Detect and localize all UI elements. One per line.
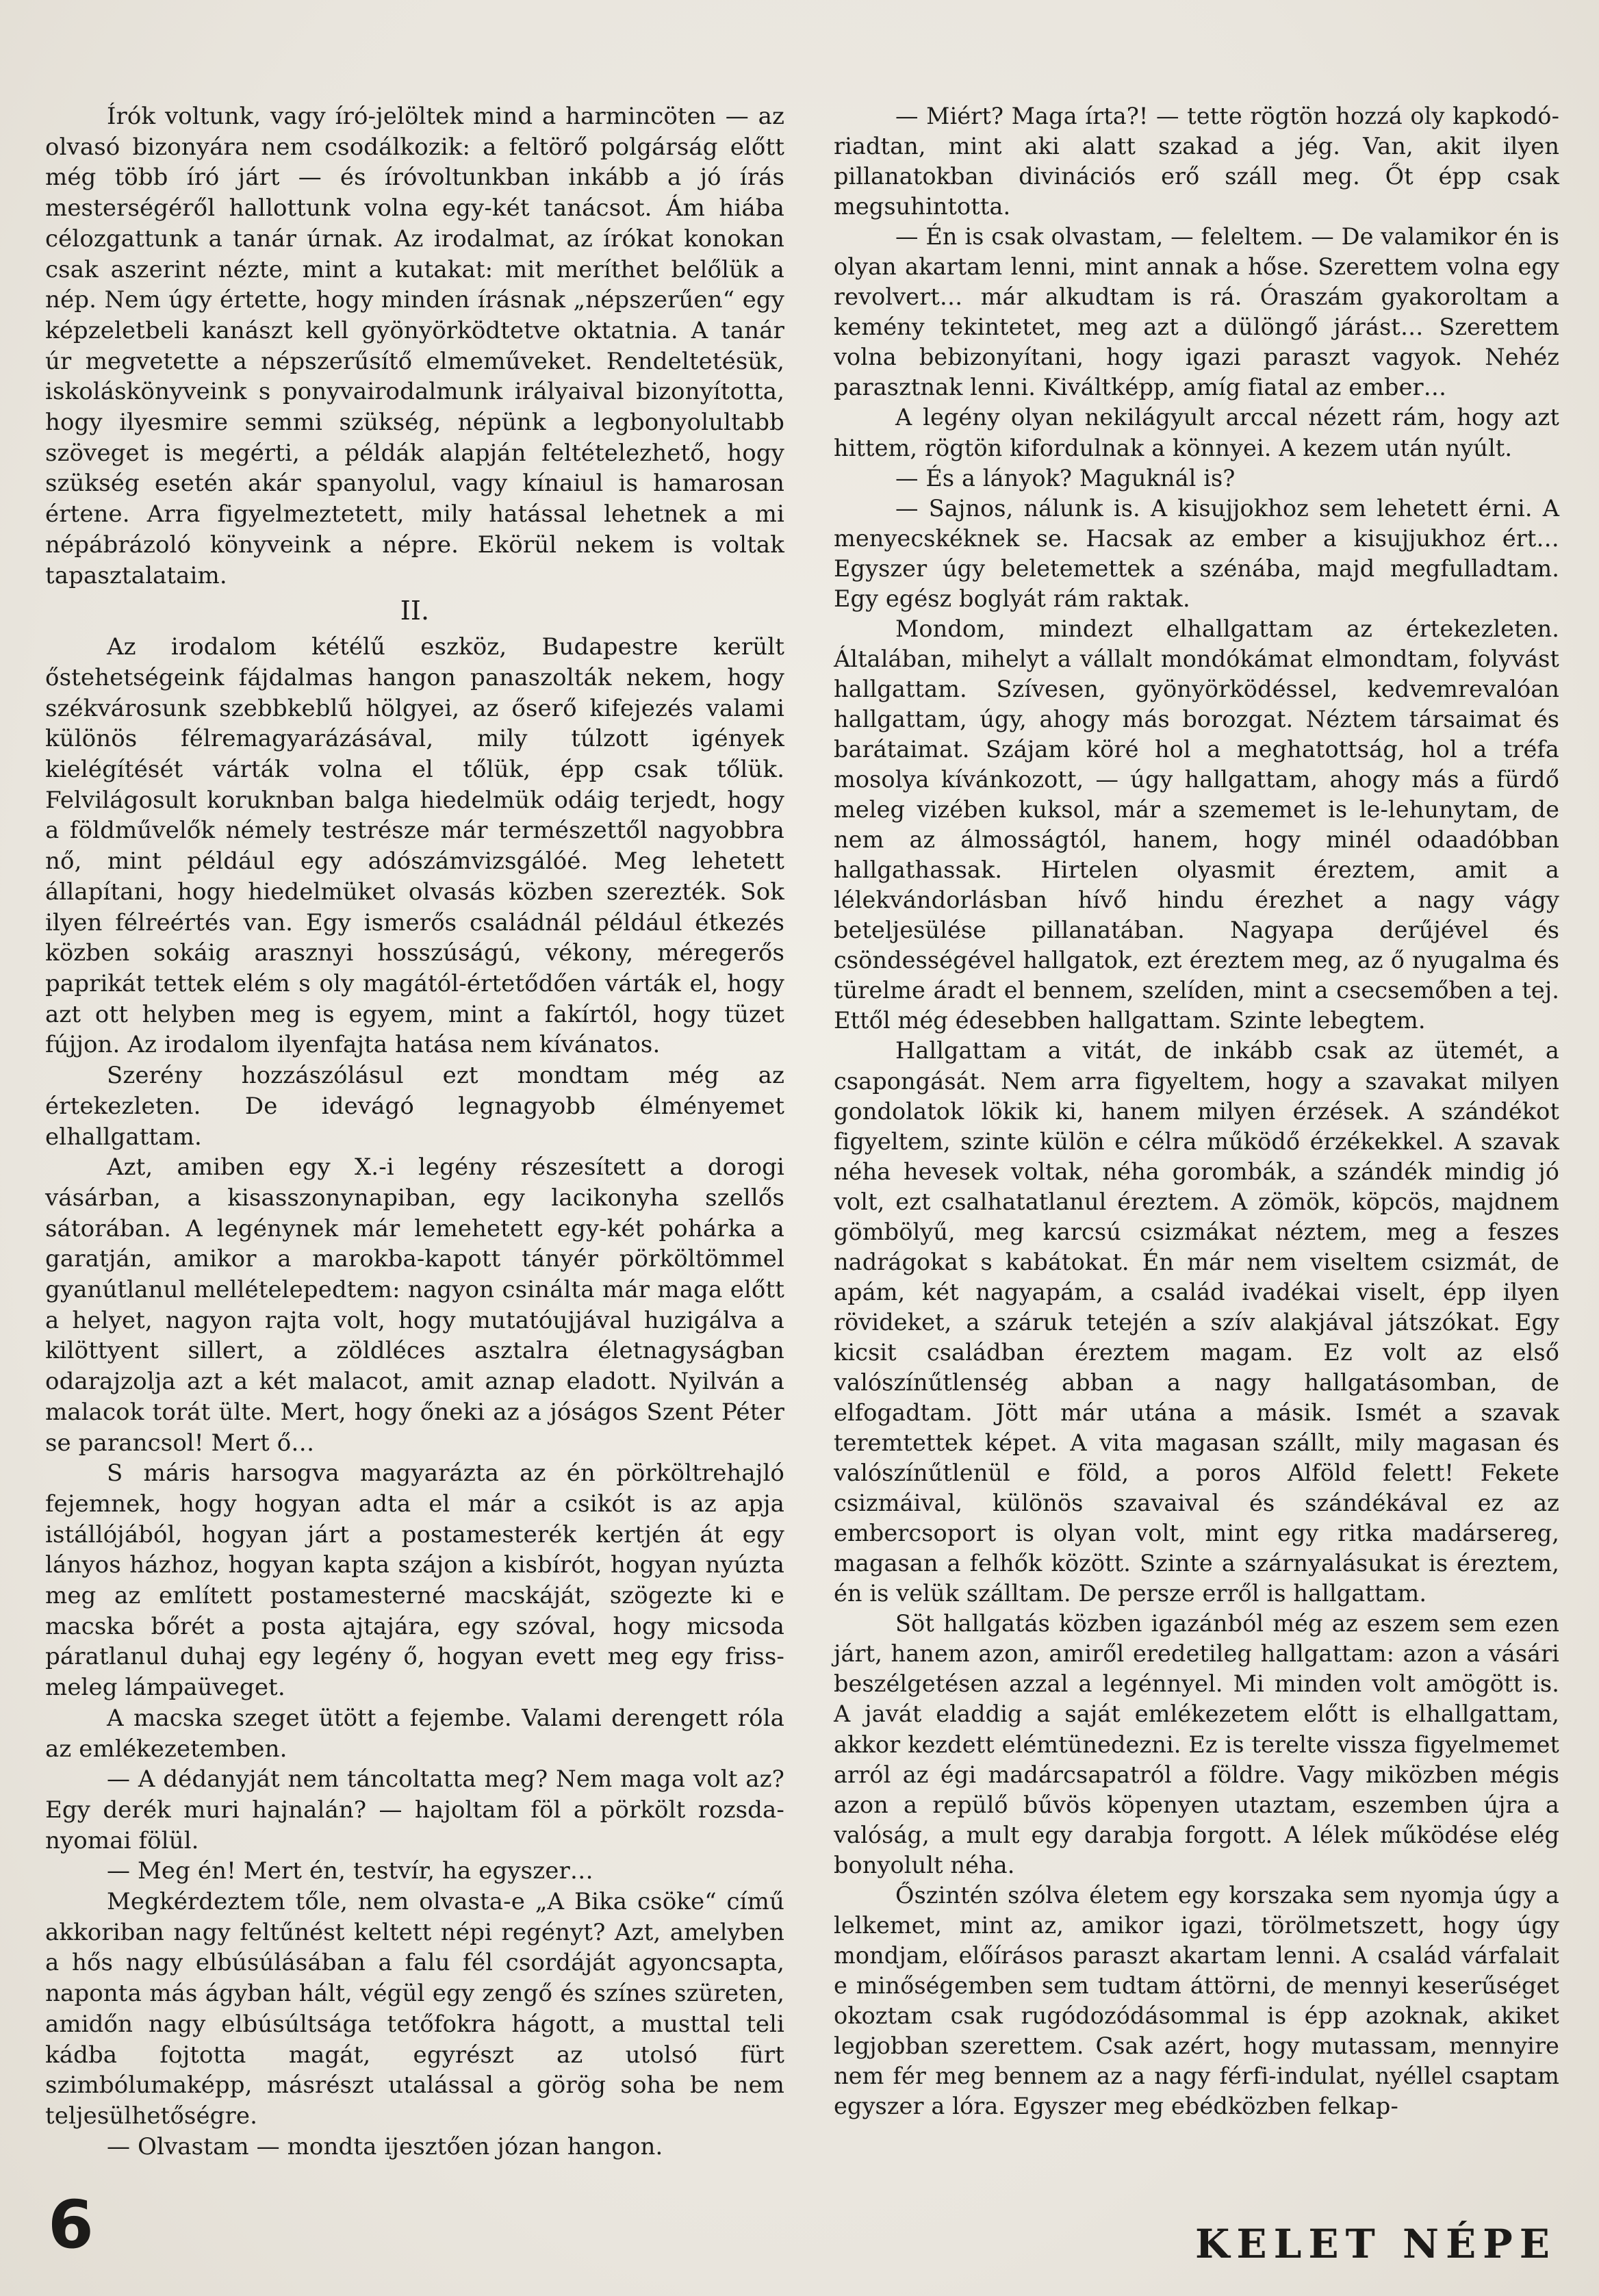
- paragraph: S máris harsogva magyarázta az én pörköltrehajló fejemnek, hogy hogyan adta el már a csikót is az apja istállójából, hogyan járt a postamesterék kertjén át egy lányos házhoz, hogyan kapta szájon a kisbírót, hogyan nyúzta meg az említett postamesterné macskáját, szögezte ki e macska bőrét a posta ajtajára, egy szóval, hogy micsoda páratlanul duhaj egy legény ő, hogyan evett meg egy friss-meleg lámpaüveget.: [45, 1459, 784, 1702]
- right-column: [834, 101, 1559, 2121]
- paragraph: Az irodalom kétélű eszköz, Budapestre került őstehetségeink fájdalmas hangon panaszolták nekem, hogy székvárosunk szebbkeblű hölgyei, az őserő kifejezés valami különös félremagyarázásával, mily túlzott igények kielégítését várták volna el tőlük, épp csak tőlük. Felvilágosult koruknban balga hiedelmük odáig terjedt, hogy a földművelők némely testrésze már természettől nagyobbra nő, mint például egy adószámvizsgálóé. Meg lehetett állapítani, hogy hiedelmüket olvasás közben szerezték. Sok ilyen félreértés van. Egy ismerős családnál például étkezés közben sokáig arasznyi hosszúságú, vékony, méregerős paprikát tettek elém s oly magától-értetődően várták el, hogy azt ott helyben meg is egyem, mint a fakírtól, hogy tüzet fújjon. Az irodalom ilyenfajta hatása nem kívánatos.: [45, 633, 784, 1059]
- paragraph: Söt hallgatás közben igazánból még az eszem sem ezen járt, hanem azon, amiről eredetileg hallgattam: azon a vásári beszélgetésen azzal a legénnyel. Mi minden volt amögött is. A javát eladdig a saját emlékezetem előtt is elhallgattam, akkor kezdett elémtünedezni. Ez is terelte vissza figyelmemet arról az égi madárcsapatról a földre. Vagy miközben mégis azon a repülő bűvös köpenyen utaztam, eszemben újra a valóság, a mult egy darabja forgott. A lélek működése elég bonyolult néha.: [834, 1610, 1559, 1878]
- paragraph: Írók voltunk, vagy író-jelöltek mind a harmincöten — az olvasó bizonyára nem csodálkozik: a feltörő polgárság előtt még több író járt — és íróvoltunkban inkább a jó írás mesterségéről hallottunk volna egy-két tanácsot. Ám hiába célozgattunk a tanár úrnak. Az irodalmat, az írókat konokan csak aszerint nézte, mint a kutakat: mit meríthet belőlük a nép. Nem úgy értette, hogy minden írásnak „népszerűen“ egy képzeletbeli kanászt kell gyönyörködtetve oktatnia. A tanár úr megvetette a népszerűsítő elmeműveket. Rendeltetésük, iskoláskönyveink s ponyvairodalmunk irályaival bizonyította, hogy ilyesmire semmi szükség, népünk a legbonyolultabb szöveget is megérti, a példák alapján feltételezhető, hogy szükség esetén akár spanyolul, vagy kínaiul is hamarosan értene. Arra figyelmeztetett, mily hatással lehetnek a mi népábrázoló könyveink a népre. Ekörül nekem is voltak tapasztalataim.: [45, 103, 784, 589]
- paragraph: — Sajnos, nálunk is. A kisujjokhoz sem lehetett érni. A menyecskéknek se. Hacsak az ember a kisujjukhoz ért… Egyszer úgy beletemettek a szénába, majd megfulladtam. Egy egész boglyát rám raktak.: [834, 494, 1559, 612]
- paragraph: — Én is csak olvastam, — feleltem. — De valamikor én is olyan akartam lenni, mint annak a hőse. Szerettem volna egy revolvert… már alkudtam is rá. Óraszám gyakoroltam a kemény tekintetet, meg azt a dülöngő járást… Szerettem volna bebizonyítani, hogy igazi paraszt vagyok. Nehéz parasztnak lenni. Kiváltképp, amíg fiatal az ember…: [834, 223, 1559, 401]
- paragraph: — Miért? Maga írta?! — tette rögtön hozzá oly kapkodó-riadtan, mint aki alatt szakad a jég. Van, akit ilyen pillanatokban divinációs erő száll meg. Őt épp csak megsuhintotta.: [834, 103, 1559, 220]
- paragraph: — Meg én! Mert én, testvír, ha egyszer…: [107, 1857, 593, 1885]
- paragraph: Szerény hozzászólásul ezt mondtam még az értekezleten. De idevágó legnagyobb élményemet elhallgattam.: [45, 1062, 784, 1151]
- section-heading: II.: [400, 596, 430, 626]
- paragraph: Megkérdeztem tőle, nem olvasta-e „A Bika csöke“ című akkoriban nagy feltűnést keltett népi regényt? Azt, amelyben a hős nagy elbúsúlásában a falu fél csordáját agyoncsapta, naponta más ágyban hált, végül egy zengő és színes szüreten, amidőn nagy elbúsúltsága tetőfokra hágott, a musttal teli kádba fojtotta magát, egyrészt az utolsó fürt szimbólumaképp, másrészt utalással a görög soha be nem teljesülhetőségre.: [45, 1888, 784, 2130]
- left-column: [45, 101, 784, 2162]
- paragraph: — Olvastam — mondta ijesztően józan hangon.: [107, 2132, 663, 2160]
- paragraph: A legény olyan nekilágyult arccal nézett rám, hogy azt hittem, rögtön kifordulnak a könnyei. A kezem után nyúlt.: [834, 404, 1559, 461]
- paragraph: — És a lányok? Maguknál is?: [895, 464, 1236, 492]
- paragraph: A macska szeget ütött a fejembe. Valami derengett róla az emlékezetemben.: [45, 1704, 784, 1763]
- paragraph: — A dédanyját nem táncoltatta meg? Nem maga volt az? Egy derék muri hajnalán? — hajoltam föl a pörkölt rozsda-nyomai fölül.: [45, 1765, 784, 1854]
- paragraph: Őszintén szólva életem egy korszaka sem nyomja úgy a lelkemet, mint az, amikor igazi, törölmetszett, hogy úgy mondjam, előírásos paraszt akartam lenni. A család várfalait e minőségemben sem tudtam áttörni, de mennyi keserűséget okoztam csak rugódozódásommal is épp azoknak, akiket legjobban szerettem. Csak azért, hogy mutassam, mennyire nem fér meg bennem az a nagy férfi-indulat, nyéllel csaptam egyszer a lóra. Egyszer meg ebédközben felkap-: [834, 1881, 1559, 2120]
- magazine-title: KELET NÉPE: [1194, 2221, 1557, 2267]
- paragraph: Azt, amiben egy X.-i legény részesített a dorogi vásárban, a kisasszonynapiban, egy lacikonyha szellős sátorában. A legénynek már lemehetett egy-két pohárka a garatján, amikor a marokba-kapott tányér pörköltömmel gyanútlanul mellételepedtem: nagyon csinálta már maga előtt a helyet, nagyon rajta volt, hogy mutatóujjával huzigálva a kilöttyent sillert, a zöldléces asztalra életnagyságban odarajzolja azt a két malacot, amit aznap eladott. Nyilván a malacok torát ülte. Mert, hogy őneki az a jóságos Szent Péter se parancsol! Mert ő…: [45, 1153, 784, 1457]
- page-number: 6: [48, 2186, 94, 2263]
- paragraph: Hallgattam a vitát, de inkább csak az ütemét, a csapongását. Nem arra figyeltem, hogy a szavakat milyen gondolatok lökik ki, hanem milyen érzések. A szándékot figyeltem, szinte külön e célra működő érzékekkel. A szavak néha hevesek voltak, néha gorombák, a szándék mindig jó volt, ezt csalhatatlanul éreztem. A zömök, köpcös, majdnem gömbölyű, meg karcsú csizmákat néztem, meg a feszes nadrágokat s kabátokat. Én már nem viseltem csizmát, de apám, két nagyapám, a család ivadékai viselt, épp ilyen rövideket, a száruk tetején a szív alakjával játszókat. Egy kicsit családban éreztem magam. Ez volt az első valószínűtlenség abban a nagy hallgatásomban, de elfogadtam. Jött már utána a másik. Ismét a szavak teremtettek képet. A vita magasan szállt, mily magasan és valószínűtlenül e föld, a poros Alföld felett! Fekete csizmáival, különös szavaival és szándékával ez az embercsoport is olyan volt, mint egy ritka madársereg, magasan a felhők között. Szinte a szárnyalásukat is éreztem, én is velük szálltam. De persze erről is hallgattam.: [834, 1037, 1559, 1607]
- paragraph: Mondom, mindezt elhallgattam az értekezleten. Általában, mihelyt a vállalt mondókámat elmondtam, folyvást hallgattam. Szívesen, gyönyörködéssel, kedvemrevalóan hallgattam, úgy, ahogy más borozgat. Néztem társaimat és barátaimat. Szájam köré hol a meghatottság, hol a tréfa mosolya kívánkozott, — úgy hallgattam, ahogy más a fürdő meleg vizében kuksol, már a szememet is le-lehunytam, de nem az álmosságtól, hanem, hogy minél odaadóbban hallgathassak. Hirtelen olyasmit éreztem, amit a lélekvándorlásban hívő hindu érezhet a nagy vágy beteljesülése pillanatában. Nagyapa derűjével és csöndességével hallgatok, ezt éreztem meg, az ő nyugalma és türelme áradt el bennem, szelíden, mint a csecsemőben a tej. Ettől még édesebben hallgattam. Szinte lebegtem.: [834, 615, 1559, 1034]
